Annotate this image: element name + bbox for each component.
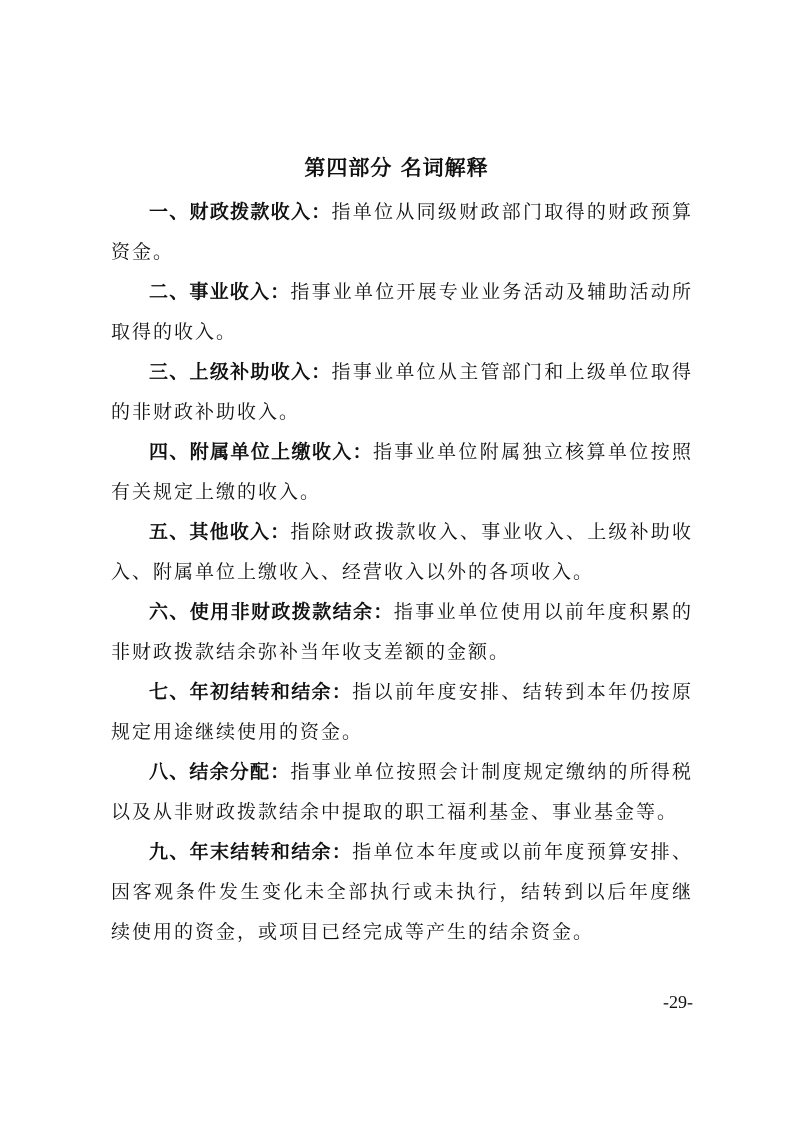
definition-text: 指事业单位按照会计制度规定缴纳的所得税以及从非财政拨款结余中提取的职工福利基金、事业基金等。 <box>111 761 693 823</box>
term: 二、事业收入： <box>149 281 291 303</box>
definition-text: 指除财政拨款收入、事业收入、上级补助收入、附属单位上缴收入、经营收入以外的各项收入。 <box>111 521 693 583</box>
definition-entry-3 <box>111 352 693 432</box>
definition-entry-1 <box>111 192 693 272</box>
definition-entry-9 <box>111 832 693 952</box>
term: 六、使用非财政拨款结余： <box>149 601 394 623</box>
definition-entry-8 <box>111 752 693 832</box>
page-title: 第四部分 名词解释 <box>304 156 489 180</box>
definition-entry-4 <box>111 432 693 512</box>
definition-text: 指事业单位从主管部门和上级单位取得的非财政补助收入。 <box>111 361 693 423</box>
term: 一、财政拨款收入： <box>149 201 332 223</box>
definition-list <box>111 192 693 952</box>
definition-entry-7 <box>111 672 693 752</box>
definition-entry-6 <box>111 592 693 672</box>
definition-text: 指事业单位开展专业业务活动及辅助活动所取得的收入。 <box>111 281 693 343</box>
page-number: -29- <box>663 992 693 1012</box>
term: 七、年初结转和结余： <box>149 681 353 703</box>
definition-entry-2 <box>111 272 693 352</box>
term: 九、年末结转和结余： <box>149 841 353 863</box>
definition-text: 指事业单位附属独立核算单位按照有关规定上缴的收入。 <box>111 441 693 503</box>
definition-text: 指单位本年度或以前年度预算安排、因客观条件发生变化未全部执行或未执行，结转到以后年度继续使用的资金，或项目已经完成等产生的结余资金。 <box>111 841 693 943</box>
term: 四、附属单位上缴收入： <box>149 441 373 463</box>
term: 三、上级补助收入： <box>149 361 332 383</box>
definition-text: 指事业单位使用以前年度积累的非财政拨款结余弥补当年收支差额的金额。 <box>111 601 693 663</box>
term: 八、结余分配： <box>149 761 291 783</box>
definition-text: 指单位从同级财政部门取得的财政预算资金。 <box>111 201 693 263</box>
term: 五、其他收入： <box>149 521 291 543</box>
definition-entry-5 <box>111 512 693 592</box>
definition-text: 指以前年度安排、结转到本年仍按原规定用途继续使用的资金。 <box>111 681 693 743</box>
